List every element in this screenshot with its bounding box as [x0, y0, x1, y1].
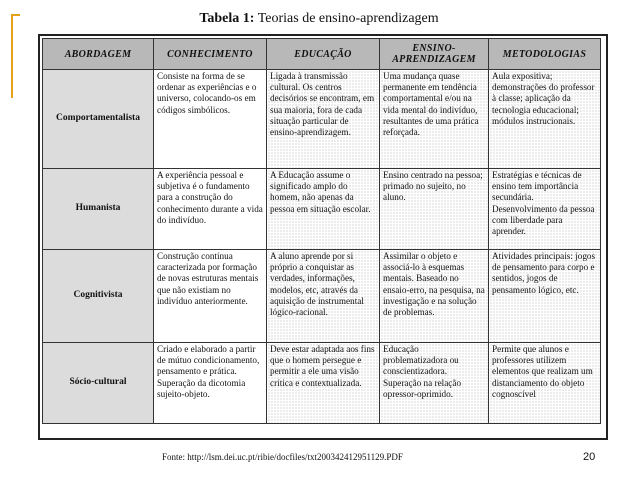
cell-ensino-aprendizagem: Educação problematizadora ou conscientizadora. Superação na relação opressor-oprimido. — [380, 343, 489, 424]
page-number: 20 — [583, 451, 596, 463]
cell-conhecimento: Construção contínua caracterizada por formação de novas estruturas mentais que não existiam no indivíduo anteriormente. — [154, 250, 267, 343]
cell-conhecimento: Criado e elaborado a partir de mútuo condicionamento, pensamento e prática. Superação da dicotomia sujeito-objeto. — [154, 343, 267, 424]
table-row — [43, 169, 601, 250]
row-label: Cognitivista — [43, 250, 154, 343]
table-title-label: Tabela 1: — [199, 11, 255, 26]
cell-educacao: Deve estar adaptada aos fins que o homem persegue e permitir a ele uma visão crítica e contextualizada. — [267, 343, 380, 424]
cell-educacao: A Educação assume o significado amplo do homem, não apenas da pessoa em situação escolar. — [267, 169, 380, 250]
row-label: Sócio-cultural — [43, 343, 154, 424]
table-title-text: Teorias de ensino-aprendizagem — [254, 11, 439, 26]
cell-educacao: A aluno aprende por si próprio a conquistar as verdades, informações, modelos, etc, através da aquisição de instrumental lógico-racional. — [267, 250, 380, 343]
cell-conhecimento: A experiência pessoal e subjetiva é o fundamento para a construção do conhecimento durante a vida do indivíduo. — [154, 169, 267, 250]
cell-conhecimento: Consiste na forma de se ordenar as experiências e o universo, colocando-os em códigos simbólicos. — [154, 70, 267, 169]
header-ensino-aprendizagem: ENSINO-APRENDIZAGEM — [380, 39, 489, 70]
cell-ensino-aprendizagem: Ensino centrado na pessoa; primado no sujeito, no aluno. — [380, 169, 489, 250]
table-row — [43, 250, 601, 343]
cell-metodologias: Atividades principais: jogos de pensamento para corpo e sentidos, jogos de pensamento lógico, etc. — [489, 250, 601, 343]
header-educacao: EDUCAÇÃO — [267, 39, 380, 70]
table-row — [43, 343, 601, 424]
cell-ensino-aprendizagem: Assimilar o objeto e associá-lo à esquemas mentais. Baseado no ensaio-erro, na pesquisa, na investigação e na solução de problemas. — [380, 250, 489, 343]
theories-table — [42, 38, 601, 424]
row-label: Humanista — [43, 169, 154, 250]
table-row — [43, 70, 601, 169]
cell-metodologias: Aula expositiva; demonstrações do professor à classe; aplicação da tecnologia educacional; módulos instrucionais. — [489, 70, 601, 169]
cell-educacao: Ligada à transmissão cultural. Os centros decisórios se encontram, em sua maioria, fora de cada situação particular de ensino-aprendizagem. — [267, 70, 380, 169]
header-metodologias: METODOLOGIAS — [489, 39, 601, 70]
header-row — [43, 39, 601, 70]
cell-metodologias: Permite que alunos e professores utilizem elementos que realizam um distanciamento do objeto cognoscível — [489, 343, 601, 424]
source-citation: Fonte: http://lsm.dei.uc.pt/ribie/docfiles/txt200342412951129.PDF — [162, 452, 403, 462]
cell-metodologias: Estratégias e técnicas de ensino tem importância secundária. Desenvolvimento da pessoa com liberdade para aprender. — [489, 169, 601, 250]
row-label: Comportamentalista — [43, 70, 154, 169]
table-title — [0, 11, 638, 27]
cell-ensino-aprendizagem: Uma mudança quase permanente em tendência comportamental e/ou na vida mental do indivíduo, resultantes de uma prática reforçada. — [380, 70, 489, 169]
header-abordagem: ABORDAGEM — [43, 39, 154, 70]
header-conhecimento: CONHECIMENTO — [154, 39, 267, 70]
